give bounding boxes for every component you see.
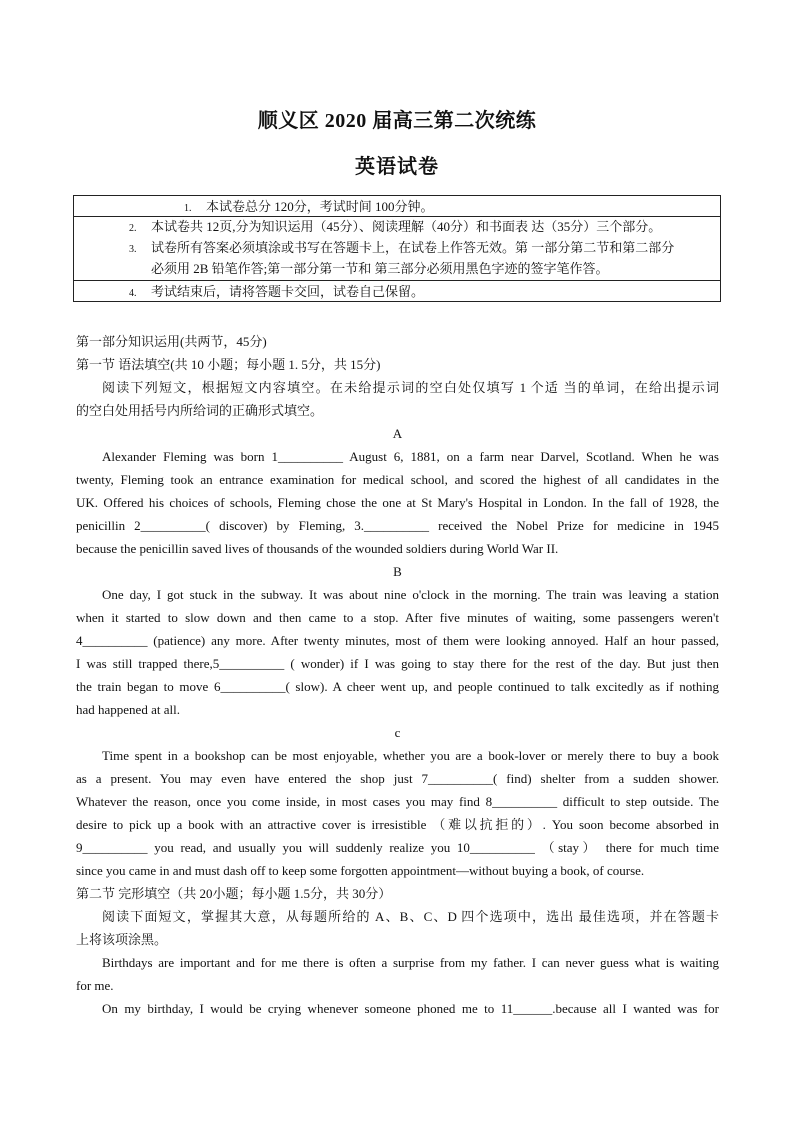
passage-c-line: since you came in and must dash off to keep some forgotten appointment—without buying a book, of course. (76, 863, 645, 878)
passage-a-label: A (392, 426, 403, 441)
note-3: 3. 试卷所有答案必须填涂或书写在答题卡上，在试卷上作答无效。第 一部分第二节和第二部分 (129, 240, 675, 255)
passage-a-line: twenty, Fleming took an entrance examination for medical school, and scored the highest of all candidates in the (76, 472, 719, 487)
exam-subtitle: 英语试卷 (355, 156, 439, 178)
passage-c-label: c (394, 725, 401, 740)
passage-c-line: Whatever the reason, once you come inside, in most cases you may find 8__________ difficult to step outside. The (76, 794, 719, 809)
exam-title: 顺义区 2020 届高三第二次统练 (257, 110, 537, 132)
passage-c-line: Time spent in a bookshop can be most enjoyable, whether you are a book-lover or merely there to buy a book (102, 748, 719, 763)
note-3-cont: 必须用 2B 铅笔作答;第一部分第一节和 第三部分必须用黑色字迹的签字笔作答。 (151, 261, 609, 276)
sec2-instruction: 阅读下面短文，掌握其大意，从每题所给的 A、B、C、D 四个选项中，选出 最佳选项，并在答题卡 (102, 909, 719, 924)
passage-c-line: desire to pick up a book with an attractive cover is irresistible （难以抗拒的）. You soon become absorbed in (76, 817, 719, 832)
note-4: 4. 考试结束后，请将答题卡交回，试卷自己保留。 (73, 280, 721, 302)
note-1: 1. 本试卷总分 120分，考试时间 100分钟。 (73, 195, 721, 217)
notes-middle (73, 217, 721, 280)
cloze-line: On my birthday, I would be crying whenever someone phoned me to 11______.because all I wanted was for (102, 1001, 719, 1016)
passage-b-line: 4__________ (patience) any more. After twenty minutes, most of them were looking annoyed. Half an hour passed, (76, 633, 719, 648)
passage-b-line: had happened at all. (76, 702, 180, 717)
exam-body (76, 330, 719, 1020)
passage-c-line: as a present. You may even have entered the shop just 7__________( find) shelter from a sudden shower. (76, 771, 719, 786)
passage-b-line: the train began to move 6__________( slow). A cheer went up, and people continued to talk excitedly as if nothing (76, 679, 719, 694)
note-2: 2. 本试卷共 12页,分为知识运用（45分）、阅读理解（40分）和书面表 达（35分）三个部分。 (129, 219, 662, 234)
passage-b-line: I was still trapped there,5__________ ( wonder) if I was going to stay there for the rest of the day. But just then (76, 656, 719, 671)
passage-a-line: UK. Offered his choices of schools, Fleming chose the one at St Mary's Hospital in London. In the fall of 1928, the (76, 495, 719, 510)
cloze-line: Birthdays are important and for me there is often a surprise from my father. I can never guess what is waiting (102, 955, 719, 970)
sec1-instruction: 阅读下列短文，根据短文内容填空。在未给提示词的空白处仅填写 1 个适 当的单词，在给出提示词 (102, 380, 719, 395)
passage-a-line: Alexander Fleming was born 1__________ August 6, 1881, on a farm near Darvel, Scotland. When he was (102, 449, 719, 464)
sec2-heading: 第二节 完形填空（共 20小题；每小题 1.5分，共 30分） (76, 886, 392, 901)
passage-a-line: because the penicillin saved lives of thousands of the wounded soldiers during World War II. (76, 541, 559, 556)
passage-b-label: B (393, 564, 402, 579)
passage-a-line: penicillin 2__________( discover) by Fleming, 3.__________ received the Nobel Prize for medicine in 1945 (76, 518, 719, 533)
cloze-line: for me. (76, 978, 114, 993)
passage-b-line: when it started to slow down and then came to a stop. After five minutes of waiting, some passengers weren't (76, 610, 719, 625)
sec2-instruction-cont: 上将该项涂黑。 (76, 932, 168, 947)
part1-heading: 第一部分知识运用(共两节，45分) (76, 334, 267, 349)
sec1-heading: 第一节 语法填空(共 10 小题；每小题 1. 5分，共 15分) (76, 357, 381, 372)
passage-b-line: One day, I got stuck in the subway. It was about nine o'clock in the morning. The train was leaving a station (102, 587, 719, 602)
passage-c-line: 9__________ you read, and usually you will suddenly realize you 10__________ （stay） there for much time (76, 840, 719, 855)
notes-box (73, 195, 721, 302)
sec1-instruction-cont: 的空白处用括号内所给词的正确形式填空。 (76, 403, 324, 418)
